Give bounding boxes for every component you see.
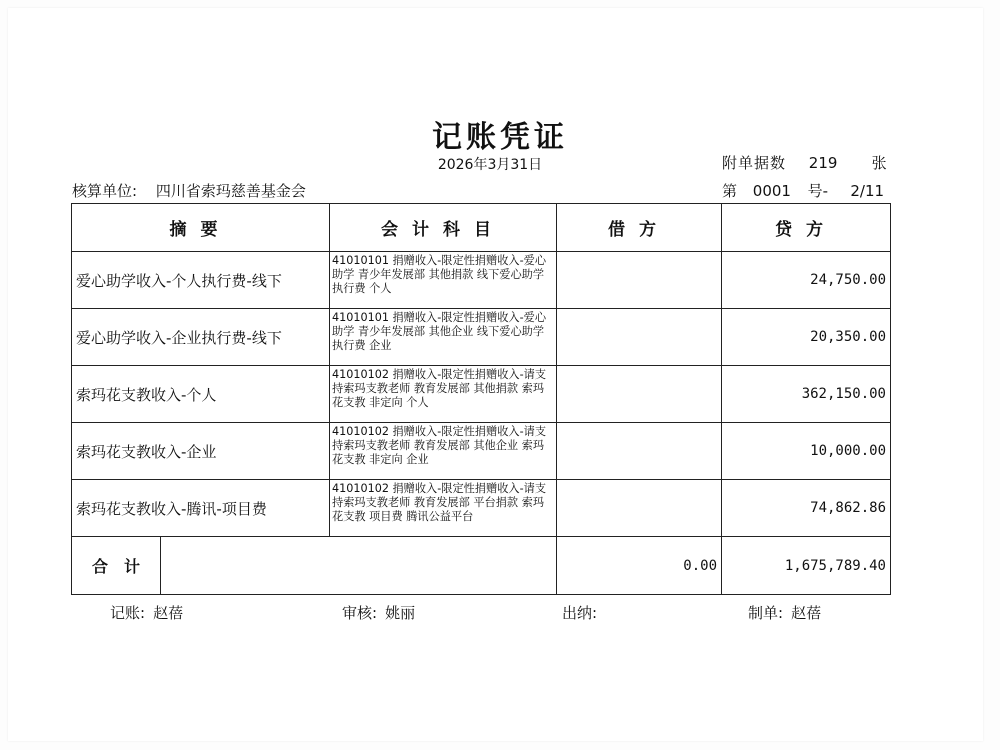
footer-auditor bbox=[342, 602, 415, 623]
attachments-label: 附单据数 bbox=[722, 154, 787, 172]
voucher-no-prefix: 第 bbox=[722, 182, 738, 200]
table-header-row bbox=[72, 204, 891, 252]
row-account-text: 41010101 捐赠收入-限定性捐赠收入-爱心助学 青少年发展部 其他企业 线下爱心助学 执行费 企业 bbox=[332, 311, 547, 352]
row-account bbox=[330, 309, 557, 366]
row-credit: 362,150.00 bbox=[722, 366, 891, 423]
footer-preparer bbox=[748, 602, 821, 623]
row-summary: 爱心助学收入-企业执行费-线下 bbox=[72, 309, 330, 366]
table-row bbox=[72, 480, 891, 537]
org-name: 四川省索玛慈善基金会 bbox=[155, 182, 306, 200]
total-label: 合计 bbox=[91, 557, 156, 576]
voucher-title: 记账凭证 bbox=[432, 120, 568, 155]
row-account bbox=[330, 366, 557, 423]
row-account-text: 41010102 捐赠收入-限定性捐赠收入-请支持索玛支教老师 教育发展部 其他企业 索玛花支教 非定向 企业 bbox=[332, 425, 547, 466]
voucher-number bbox=[722, 180, 884, 201]
row-account bbox=[330, 252, 557, 309]
header-account: 会计科目 bbox=[330, 204, 557, 252]
row-debit bbox=[557, 423, 722, 480]
row-account-text: 41010101 捐赠收入-限定性捐赠收入-爱心助学 青少年发展部 其他捐款 线下爱心助学 执行费 个人 bbox=[332, 254, 547, 295]
table-row bbox=[72, 252, 891, 309]
row-account bbox=[330, 423, 557, 480]
voucher-table bbox=[71, 203, 891, 595]
total-blank-cell bbox=[161, 537, 557, 595]
total-row bbox=[72, 537, 891, 595]
header-summary: 摘要 bbox=[72, 204, 330, 252]
header-credit: 贷方 bbox=[722, 204, 891, 252]
total-label-cell bbox=[72, 537, 161, 595]
table-row bbox=[72, 309, 891, 366]
voucher-date: 2026年3月31日 bbox=[437, 157, 543, 173]
voucher-no-page: 2/11 bbox=[850, 182, 885, 200]
attachments-unit: 张 bbox=[871, 154, 887, 172]
row-account-text: 41010102 捐赠收入-限定性捐赠收入-请支持索玛支教老师 教育发展部 平台捐款 索玛花支教 项目费 腾讯公益平台 bbox=[332, 482, 547, 523]
row-debit bbox=[557, 252, 722, 309]
preparer-label: 制单: bbox=[748, 604, 784, 622]
auditor-name: 姚丽 bbox=[385, 604, 416, 622]
row-credit: 10,000.00 bbox=[722, 423, 891, 480]
footer-bookkeeper bbox=[110, 602, 183, 623]
accounting-unit bbox=[72, 180, 306, 201]
org-label: 核算单位: bbox=[72, 182, 138, 200]
row-credit: 74,862.86 bbox=[722, 480, 891, 537]
row-summary: 索玛花支教收入-企业 bbox=[72, 423, 330, 480]
row-account-text: 41010102 捐赠收入-限定性捐赠收入-请支持索玛支教老师 教育发展部 其他捐款 索玛花支教 非定向 个人 bbox=[332, 368, 547, 409]
footer-cashier bbox=[562, 602, 605, 623]
row-debit bbox=[557, 480, 722, 537]
row-credit: 24,750.00 bbox=[722, 252, 891, 309]
row-account bbox=[330, 480, 557, 537]
header-debit: 借方 bbox=[557, 204, 722, 252]
row-debit bbox=[557, 309, 722, 366]
row-credit: 20,350.00 bbox=[722, 309, 891, 366]
table-row bbox=[72, 423, 891, 480]
voucher-no-value: 0001 bbox=[752, 182, 791, 200]
auditor-label: 审核: bbox=[342, 604, 378, 622]
attachments-count: 219 bbox=[808, 154, 838, 172]
row-summary: 爱心助学收入-个人执行费-线下 bbox=[72, 252, 330, 309]
row-debit bbox=[557, 366, 722, 423]
row-summary: 索玛花支教收入-个人 bbox=[72, 366, 330, 423]
bookkeeper-name: 赵蓓 bbox=[153, 604, 184, 622]
row-summary: 索玛花支教收入-腾讯-项目费 bbox=[72, 480, 330, 537]
total-credit: 1,675,789.40 bbox=[722, 537, 891, 595]
total-debit: 0.00 bbox=[557, 537, 722, 595]
voucher-no-suffix: 号- bbox=[807, 182, 828, 200]
bookkeeper-label: 记账: bbox=[110, 604, 146, 622]
attachments-info bbox=[722, 152, 887, 173]
table-row bbox=[72, 366, 891, 423]
preparer-name: 赵蓓 bbox=[791, 604, 822, 622]
cashier-label: 出纳: bbox=[562, 604, 598, 622]
